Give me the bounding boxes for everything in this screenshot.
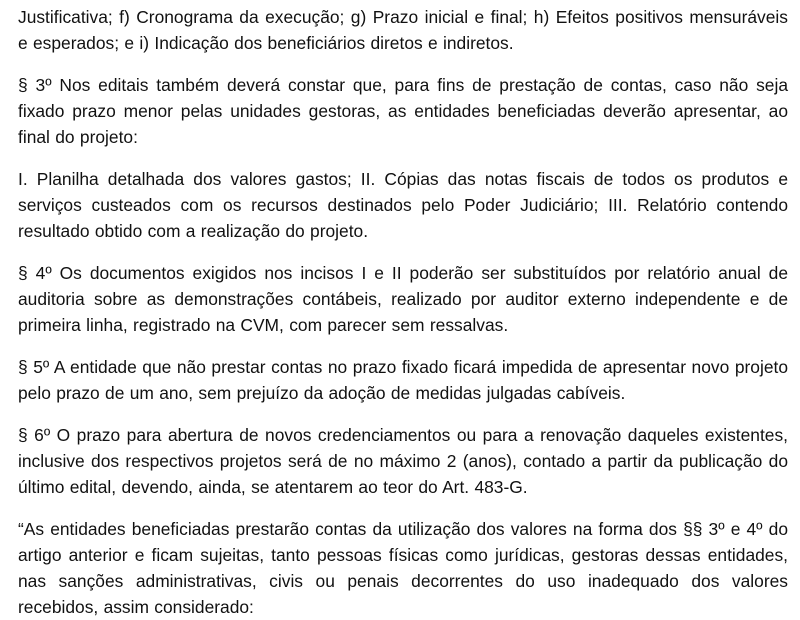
paragraph-section-4: § 4º Os documentos exigidos nos incisos I e II poderão ser substituídos por relatório anual de auditoria sobre as demonstrações contábeis, realizado por auditor externo independente e de primeira linha, registrado na CVM, com parecer sem ressalvas. (18, 263, 788, 335)
paragraph-justificativa: Justificativa; f) Cronograma da execução; g) Prazo inicial e final; h) Efeitos positivos mensuráveis e esperados; e i) Indicação dos beneficiários diretos e indiretos. (18, 7, 788, 53)
paragraph-section-6: § 6º O prazo para abertura de novos credenciamentos ou para a renovação daqueles existentes, inclusive dos respectivos projetos será de no máximo 2 (anos), contado a partir da publicação do último edital, devendo, ainda, se atentarem ao teor do Art. 483-G. (18, 425, 788, 497)
paragraph-section-3: § 3º Nos editais também deverá constar que, para fins de prestação de contas, caso não seja fixado prazo menor pelas unidades gestoras, as entidades beneficiadas deverão apresentar, ao final do projeto: (18, 75, 788, 147)
paragraph-section-5: § 5º A entidade que não prestar contas no prazo fixado ficará impedida de apresentar novo projeto pelo prazo de um ano, sem prejuízo da adoção de medidas julgadas cabíveis. (18, 357, 788, 403)
paragraph-items-list: I. Planilha detalhada dos valores gastos; II. Cópias das notas fiscais de todos os produtos e serviços custeados com os recursos destinados pelo Poder Judiciário; III. Relatório contendo resultado obtido com a realização do projeto. (18, 169, 788, 241)
paragraph-quoted-article: “As entidades beneficiadas prestarão contas da utilização dos valores na forma dos §§ 3º e 4º do artigo anterior e ficam sujeitas, tanto pessoas físicas como jurídicas, gestoras dessas entidades, nas sanções administrativas, civis ou penais decorrentes do uso inadequado dos valores recebidos, assim considerado: (18, 519, 788, 617)
